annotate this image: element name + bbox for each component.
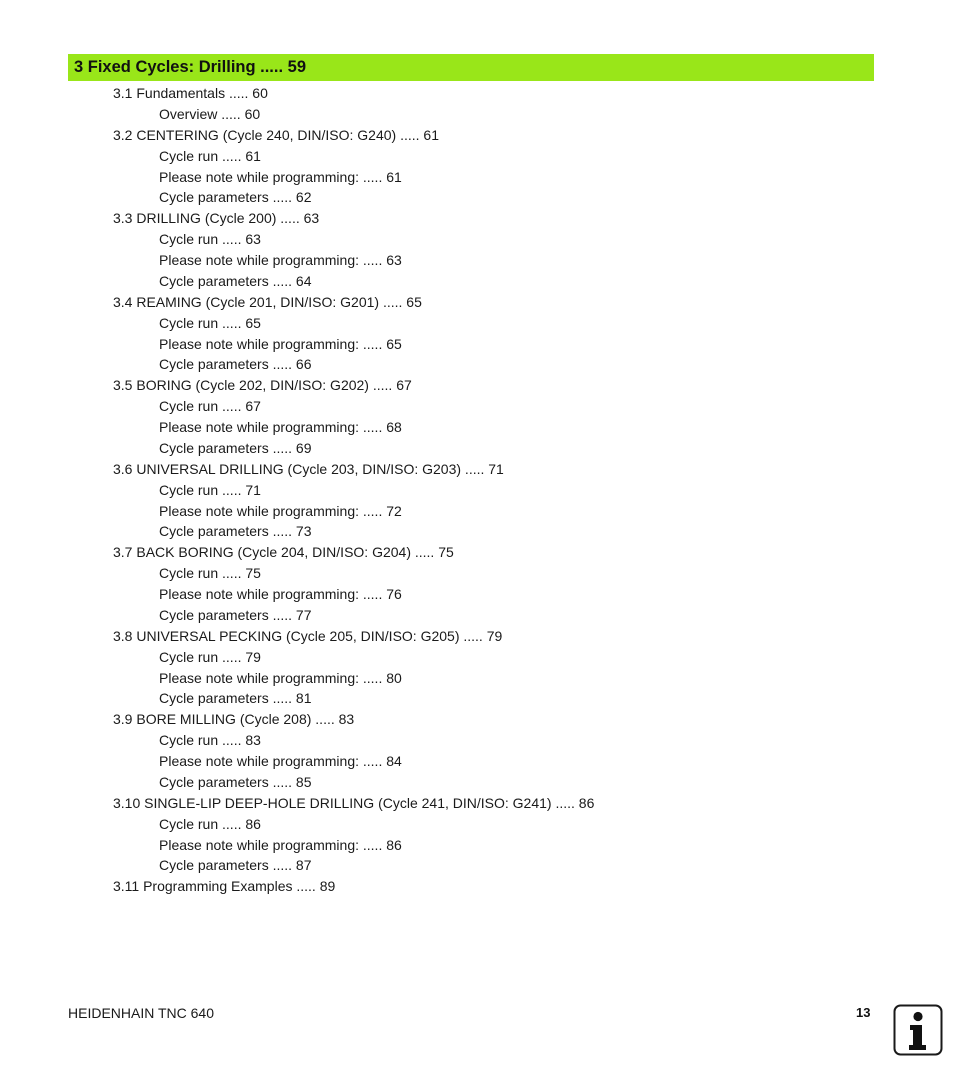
- footer-title: HEIDENHAIN TNC 640: [68, 1005, 215, 1021]
- toc-subsection-entry[interactable]: Cycle run ..... 75: [159, 565, 261, 582]
- toc-section-entry[interactable]: 3.7 BACK BORING (Cycle 204, DIN/ISO: G204) ..... 75: [113, 544, 454, 561]
- toc-subsection-entry[interactable]: Cycle run ..... 65: [159, 314, 261, 331]
- toc-subsection-entry[interactable]: Please note while programming: ..... 72: [159, 502, 402, 519]
- table-of-contents: [0, 83, 954, 897]
- toc-subsection-entry[interactable]: Please note while programming: ..... 84: [159, 753, 402, 769]
- page-number: 13: [856, 1005, 871, 1020]
- toc-subsection-entry[interactable]: Cycle parameters ..... 77: [159, 606, 312, 623]
- chapter-heading[interactable]: 3 Fixed Cycles: Drilling ..... 59: [68, 54, 874, 81]
- toc-section-entry[interactable]: 3.2 CENTERING (Cycle 240, DIN/ISO: G240) ..... 61: [113, 126, 439, 143]
- toc-subsection-entry[interactable]: Cycle parameters ..... 69: [159, 439, 312, 456]
- toc-subsection-entry[interactable]: Cycle parameters ..... 81: [159, 690, 312, 707]
- toc-subsection-entry[interactable]: Please note while programming: ..... 76: [159, 586, 402, 602]
- toc-subsection-entry[interactable]: Please note while programming: ..... 80: [159, 669, 402, 686]
- toc-subsection-entry[interactable]: Cycle parameters ..... 73: [159, 523, 312, 540]
- toc-subsection-entry[interactable]: Overview ..... 60: [159, 105, 261, 122]
- toc-subsection-entry[interactable]: Cycle run ..... 63: [159, 231, 261, 248]
- toc-subsection-entry[interactable]: Cycle run ..... 67: [159, 398, 261, 415]
- toc-section-entry[interactable]: 3.10 SINGLE-LIP DEEP-HOLE DRILLING (Cycle 241, DIN/ISO: G241) ..... 86: [113, 794, 595, 811]
- toc-subsection-entry[interactable]: Cycle run ..... 71: [159, 481, 261, 498]
- info-icon: [893, 1004, 943, 1056]
- toc-subsection-entry[interactable]: Cycle parameters ..... 66: [159, 356, 312, 373]
- toc-section-entry[interactable]: 3.6 UNIVERSAL DRILLING (Cycle 203, DIN/ISO: G203) ..... 71: [113, 460, 504, 477]
- toc-subsection-entry[interactable]: Cycle parameters ..... 85: [159, 773, 312, 790]
- toc-subsection-entry[interactable]: Cycle run ..... 83: [159, 732, 261, 749]
- toc-section-entry[interactable]: 3.8 UNIVERSAL PECKING (Cycle 205, DIN/ISO: G205) ..... 79: [113, 627, 503, 644]
- toc-section-entry[interactable]: 3.9 BORE MILLING (Cycle 208) ..... 83: [113, 711, 355, 728]
- toc-section-entry[interactable]: 3.4 REAMING (Cycle 201, DIN/ISO: G201) ..... 65: [113, 293, 422, 310]
- toc-section-entry[interactable]: 3.1 Fundamentals ..... 60: [113, 85, 268, 101]
- toc-section-entry[interactable]: 3.11 Programming Examples ..... 89: [113, 878, 336, 895]
- toc-subsection-entry[interactable]: Cycle run ..... 86: [159, 815, 261, 832]
- toc-section-entry[interactable]: 3.3 DRILLING (Cycle 200) ..... 63: [113, 210, 320, 227]
- toc-subsection-entry[interactable]: Cycle run ..... 61: [159, 147, 261, 164]
- toc-subsection-entry[interactable]: Cycle parameters ..... 87: [159, 857, 312, 874]
- toc-subsection-entry[interactable]: Please note while programming: ..... 86: [159, 836, 402, 853]
- toc-subsection-entry[interactable]: Please note while programming: ..... 65: [159, 335, 402, 352]
- toc-section-entry[interactable]: 3.5 BORING (Cycle 202, DIN/ISO: G202) ..... 67: [113, 377, 412, 394]
- toc-subsection-entry[interactable]: Please note while programming: ..... 68: [159, 419, 402, 435]
- toc-subsection-entry[interactable]: Cycle parameters ..... 64: [159, 272, 312, 289]
- toc-subsection-entry[interactable]: Cycle run ..... 79: [159, 648, 261, 665]
- toc-subsection-entry[interactable]: Cycle parameters ..... 62: [159, 189, 312, 206]
- toc-subsection-entry[interactable]: Please note while programming: ..... 63: [159, 252, 402, 268]
- toc-subsection-entry[interactable]: Please note while programming: ..... 61: [159, 168, 402, 185]
